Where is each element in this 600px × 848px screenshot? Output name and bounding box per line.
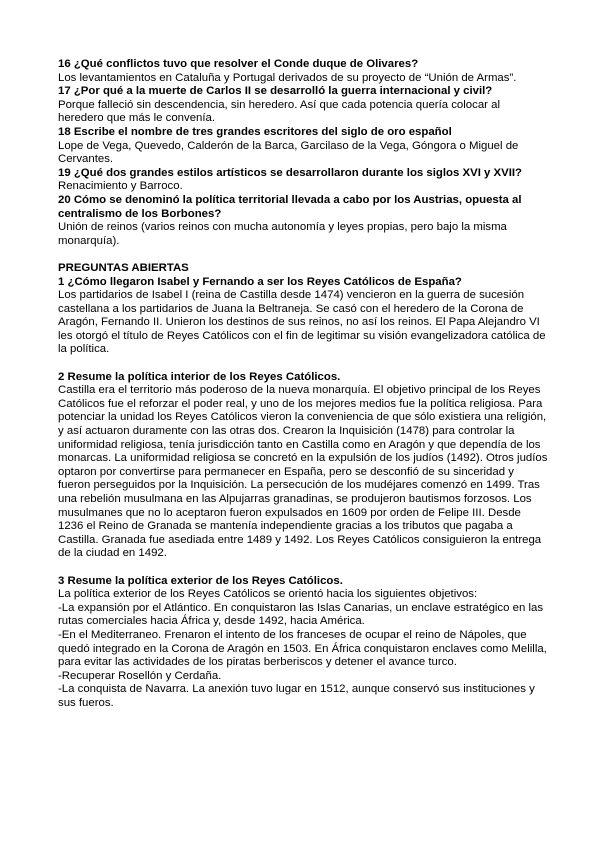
open-question-2 bbox=[58, 371, 548, 561]
open-question-3 bbox=[58, 575, 548, 711]
qa-item-18 bbox=[58, 126, 548, 167]
open-question-3-point-navarra: -La conquista de Navarra. La anexión tuvo lugar en 1512, aunque conservó sus instituciones y sus fueros. bbox=[58, 683, 535, 709]
question-20: 20 Cómo se denominó la política territorial llevada a cabo por los Austrias, opuesta al centralismo de los Borbones? bbox=[58, 193, 522, 220]
open-question-1 bbox=[58, 276, 548, 358]
open-question-3-point-mediterranean: -En el Mediterraneo. Frenaron el intento de los franceses de ocupar el reino de Nápoles, que quedó integrado en la Corona de Aragón en 1503. En África conquistaron enclaves como Melilla, para evitar las actividades de los piratas berberiscos y detener el avance turco. bbox=[58, 628, 547, 669]
section-title-open-questions: PREGUNTAS ABIERTAS bbox=[58, 261, 189, 274]
open-question-2-title: 2 Resume la política interior de los Reyes Católicos. bbox=[58, 370, 341, 383]
open-question-3-point-atlantic: -La expansión por el Atlántico. En conquistaron las Islas Canarias, un enclave estratégico en las rutas comerciales hacia África y, desde 1492, hacia América. bbox=[58, 601, 544, 628]
open-question-3-point-rosellon: -Recuperar Rosellón y Cerdaña. bbox=[58, 669, 222, 682]
answer-16: Los levantamientos en Cataluña y Portugal derivados de su proyecto de “Unión de Armas”. bbox=[58, 71, 517, 84]
answer-19: Renacimiento y Barroco. bbox=[58, 180, 183, 193]
answer-18: Lope de Vega, Quevedo, Calderón de la Barca, Garcilaso de la Vega, Góngora o Miguel de Cervantes. bbox=[58, 139, 519, 166]
open-question-1-answer: Los partidarios de Isabel I (reina de Castilla desde 1474) vencieron en la guerra de sucesión castellana a los partidarios de Juana la Beltraneja. Se casó con el heredero de la Corona de Aragón, Fernando II. Unieron los destinos de sus reinos, no así los reinos. El Papa Alejandro VI les otorgó el título de Reyes Católicos con el fin de legitimar su visión evangelizadora católica de la política. bbox=[58, 289, 546, 356]
question-18: 18 Escribe el nombre de tres grandes escritores del siglo de oro español bbox=[58, 125, 452, 138]
spacer bbox=[58, 357, 548, 371]
qa-item-19 bbox=[58, 167, 548, 194]
qa-item-17 bbox=[58, 85, 548, 126]
open-question-1-title: 1 ¿Cómo llegaron Isabel y Fernando a ser los Reyes Católicos de España? bbox=[58, 275, 462, 288]
open-question-2-answer: Castilla era el territorio más poderoso de la nueva monarquía. El objetivo principal de los Reyes Católicos fue el reforzar el poder real, y uno de los mejores medios fue la política religiosa. Para potenciar la unidad los Reyes Católicos vieron la conveniencia de que sólo existiera una religión, y así actuaron duramente con las otras dos. Crearon la Inquisición (1478) para controlar la uniformidad religiosa, tenía jurisdicción tanto en Castilla como en Aragón y que dependía de los monarcas. La uniformidad religiosa se concretó en la expulsión de los judíos (1492). Otros judíos optaron por convertirse para permanecer en España, pero se desconfió de su sinceridad y fueron perseguidos por la Inquisición. La persecución de los mudéjares comenzó en 1499. Tras una rebelión musulmana en las Alpujarras granadinas, se produjeron bautismos forzosos. Los musulmanes que no lo aceptaron fueron expulsados en 1609 por orden de Felipe III. Desde 1236 el Reino de Granada se mantenía independiente gracias a los tributos que pagaba a Castilla. Granada fue asediada entre 1489 y 1492. Los Reyes Católicos consiguieron la entrega de la ciudad en 1492. bbox=[58, 384, 548, 560]
spacer bbox=[58, 248, 548, 262]
qa-item-16 bbox=[58, 58, 548, 85]
open-question-3-title: 3 Resume la política exterior de los Reyes Católicos. bbox=[58, 574, 343, 587]
document-page bbox=[58, 58, 548, 711]
qa-item-20 bbox=[58, 194, 548, 248]
question-17: 17 ¿Por qué a la muerte de Carlos II se desarrolló la guerra internacional y civil? bbox=[58, 85, 493, 98]
question-16: 16 ¿Qué conflictos tuvo que resolver el Conde duque de Olivares? bbox=[58, 58, 419, 70]
open-question-3-intro: La política exterior de los Reyes Católicos se orientó hacia los siguientes objetivos: bbox=[58, 588, 478, 601]
answer-17: Porque falleció sin descendencia, sin heredero. Así que cada potencia quería colocar al heredero que más le convenía. bbox=[58, 98, 500, 125]
question-19: 19 ¿Qué dos grandes estilos artísticos se desarrollaron durante los siglos XVI y XVII? bbox=[58, 166, 523, 179]
spacer bbox=[58, 561, 548, 575]
answer-20: Unión de reinos (varios reinos con mucha autonomía y leyes propias, pero bajo la misma monarquía). bbox=[58, 221, 507, 247]
